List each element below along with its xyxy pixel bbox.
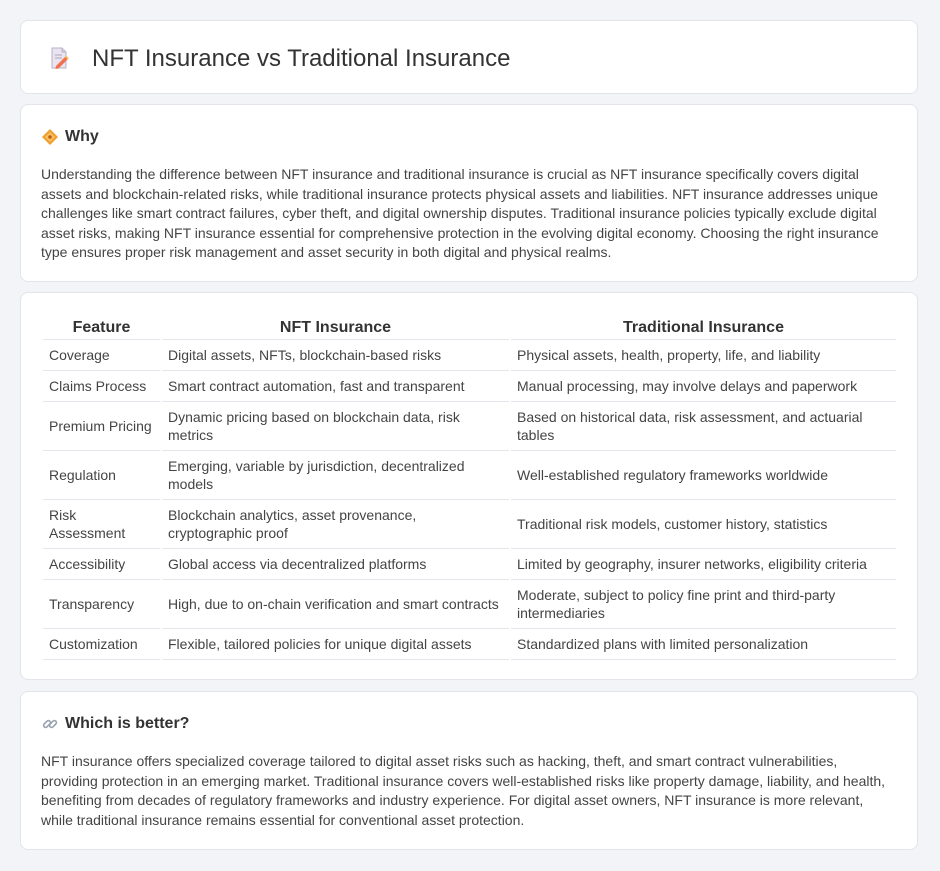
- table-row: [43, 402, 896, 451]
- diamond-icon: [41, 128, 59, 146]
- title-card: [20, 20, 918, 94]
- traditional-cell: Traditional risk models, customer history, statistics: [511, 500, 896, 549]
- feature-cell: Coverage: [43, 340, 160, 371]
- comparison-section: [20, 292, 918, 680]
- table-row: [43, 580, 896, 629]
- nft-cell: Blockchain analytics, asset provenance, cryptographic proof: [162, 500, 509, 549]
- header-feature: Feature: [43, 315, 160, 340]
- table-row: [43, 549, 896, 580]
- better-heading-row: [41, 714, 189, 734]
- header-traditional-insurance: Traditional Insurance: [511, 315, 896, 340]
- why-section: [20, 104, 918, 282]
- better-heading: Which is better?: [65, 715, 190, 732]
- header-nft-insurance: NFT Insurance: [162, 315, 509, 340]
- which-is-better-section: [20, 691, 918, 850]
- traditional-cell: Physical assets, health, property, life, and liability: [511, 340, 896, 371]
- table-row: [43, 451, 896, 500]
- traditional-cell: Manual processing, may involve delays and paperwork: [511, 371, 896, 402]
- table-row: [43, 500, 896, 549]
- page-title: NFT Insurance vs Traditional Insurance: [92, 45, 511, 72]
- nft-cell: Flexible, tailored policies for unique digital assets: [162, 629, 509, 660]
- table-row: [43, 371, 896, 402]
- better-text: NFT insurance offers specialized coverage tailored to digital asset risks such as hacking, theft, and smart contract vulnerabilities, providing protection in an emerging market. Traditional insurance covers well-established risks like property damage, liability, and health, benefiting from decades of regulatory frameworks and industry experience. For digital asset owners, NFT insurance is more relevant, while traditional insurance remains essential for conventional asset protection.: [41, 753, 886, 828]
- link-icon: [41, 715, 59, 733]
- feature-cell: Customization: [43, 629, 160, 660]
- traditional-cell: Limited by geography, insurer networks, eligibility criteria: [511, 549, 896, 580]
- nft-cell: Emerging, variable by jurisdiction, decentralized models: [162, 451, 509, 500]
- feature-cell: Claims Process: [43, 371, 160, 402]
- table-row: [43, 629, 896, 660]
- traditional-cell: Standardized plans with limited personalization: [511, 629, 896, 660]
- nft-cell: Smart contract automation, fast and transparent: [162, 371, 509, 402]
- nft-cell: Global access via decentralized platforms: [162, 549, 509, 580]
- feature-cell: Transparency: [43, 580, 160, 629]
- feature-cell: Risk Assessment: [43, 500, 160, 549]
- feature-cell: Premium Pricing: [43, 402, 160, 451]
- traditional-cell: Based on historical data, risk assessment, and actuarial tables: [511, 402, 896, 451]
- why-heading-row: [41, 127, 99, 147]
- table-row: [43, 340, 896, 371]
- why-heading: Why: [65, 128, 99, 145]
- nft-cell: High, due to on-chain verification and smart contracts: [162, 580, 509, 629]
- traditional-cell: Well-established regulatory frameworks worldwide: [511, 451, 896, 500]
- why-text: Understanding the difference between NFT insurance and traditional insurance is crucial as NFT insurance specifically covers digital assets and blockchain-related risks, while traditional insurance protects physical assets and liabilities. NFT insurance addresses unique challenges like smart contract failures, cyber theft, and digital ownership disputes. Traditional insurance policies typically exclude digital asset risks, making NFT insurance essential for comprehensive protection in the evolving digital economy. Choosing the right insurance type ensures proper risk management and asset security in both digital and physical realms.: [41, 166, 879, 261]
- feature-cell: Accessibility: [43, 549, 160, 580]
- nft-cell: Digital assets, NFTs, blockchain-based risks: [162, 340, 509, 371]
- table-header-row: [43, 315, 896, 340]
- nft-cell: Dynamic pricing based on blockchain data, risk metrics: [162, 402, 509, 451]
- document-pen-icon: [47, 46, 71, 70]
- comparison-table: [41, 315, 898, 660]
- traditional-cell: Moderate, subject to policy fine print and third-party intermediaries: [511, 580, 896, 629]
- feature-cell: Regulation: [43, 451, 160, 500]
